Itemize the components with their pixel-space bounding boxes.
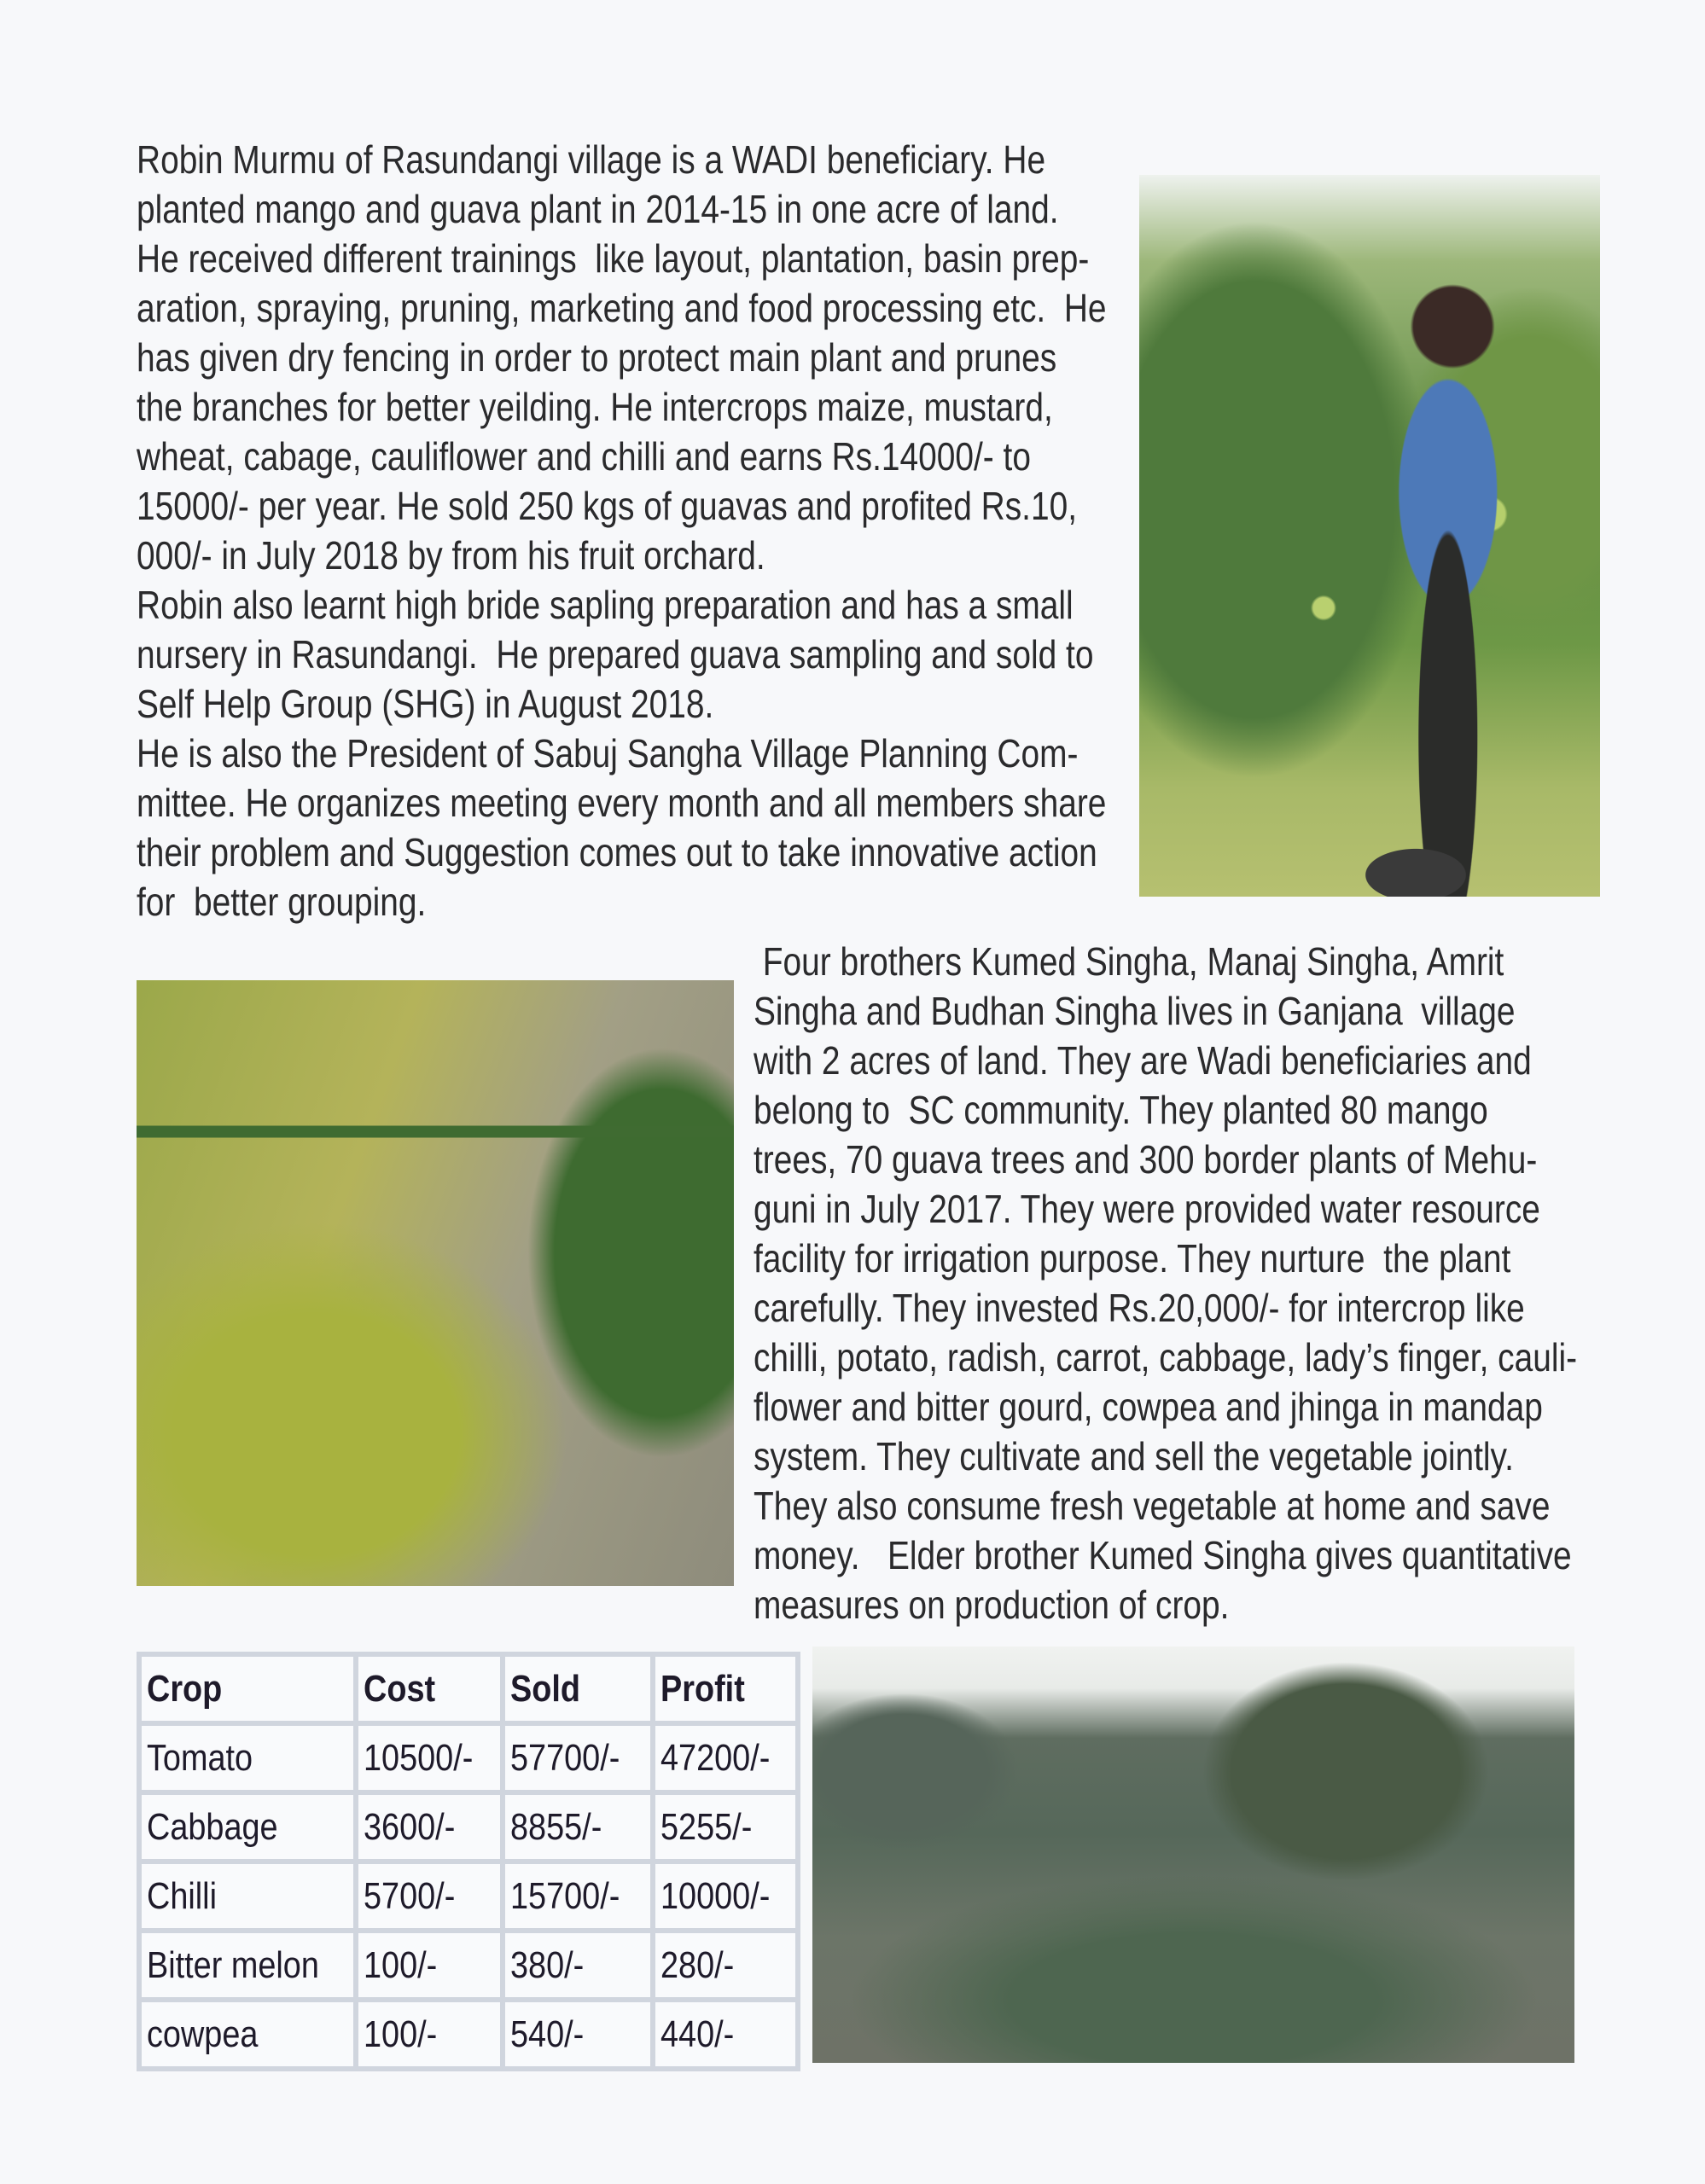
story-robin-line: 000/- in July 2018 by from his fruit orchard. [137,533,765,578]
story-brothers-line: facility for irrigation purpose. They nurture the plant [754,1236,1511,1281]
cell-crop-value: cowpea [147,2013,259,2055]
cell-cost-value: 10500/- [364,1736,474,1779]
story-robin-line: 15000/- per year. He sold 250 kgs of guavas and profited Rs.10, [137,484,1078,528]
cell-sold-value: 15700/- [510,1874,620,1917]
table-header-row [139,1654,798,1723]
table-row [139,1792,798,1862]
table-row [139,1723,798,1792]
story-brothers-line: guni in July 2017. They were provided water resource [754,1187,1540,1231]
cell-sold-value: 8855/- [510,1805,602,1848]
cell-sold [503,1792,653,1862]
cell-profit [653,2000,798,2069]
photo-vegetable-intercrop [812,1647,1574,2063]
crop-economics-table [137,1652,800,2071]
story-brothers-line: money. Elder brother Kumed Singha gives quantitative [754,1533,1572,1577]
story-brothers-line: measures on production of crop. [754,1583,1230,1627]
story-brothers-paragraph [754,937,1607,1636]
cell-cost-value: 100/- [364,1943,438,1986]
header-sold [503,1654,653,1723]
cell-profit-value: 440/- [660,2013,735,2055]
cell-cost [356,1931,503,2000]
cell-cost [356,1862,503,1931]
cell-profit-value: 5255/- [660,1805,753,1848]
cell-sold [503,1723,653,1792]
story-robin-line: mittee. He organizes meeting every month and all members share [137,781,1107,825]
story-robin-line: Robin Murmu of Rasundangi village is a WADI beneficiary. He [137,137,1046,182]
table-row [139,1931,798,2000]
story-robin-line: wheat, cabage, cauliflower and chilli and earns Rs.14000/- to [137,434,1031,479]
cell-profit [653,1862,798,1931]
table-row [139,2000,798,2069]
story-brothers-line: Four brothers Kumed Singha, Manaj Singha, Amrit [754,939,1504,984]
cell-cost [356,2000,503,2069]
cell-crop [139,1931,356,2000]
story-brothers-line: belong to SC community. They planted 80 mango [754,1088,1488,1132]
cell-crop-value: Tomato [147,1736,253,1779]
story-brothers-line: trees, 70 guava trees and 300 border plants of Mehu- [754,1137,1538,1182]
cell-cost [356,1723,503,1792]
story-brothers-line: chilli, potato, radish, carrot, cabbage, lady’s finger, cauli- [754,1335,1578,1380]
story-brothers-line: They also consume fresh vegetable at home and save [754,1484,1551,1528]
story-robin-line: for better grouping. [137,880,427,924]
story-brothers-line: carefully. They invested Rs.20,000/- for intercrop like [754,1286,1525,1330]
story-robin-line: aration, spraying, pruning, marketing and food processing etc. He [137,286,1107,330]
cell-crop [139,2000,356,2069]
cell-profit-value: 280/- [660,1943,735,1986]
cell-sold [503,1931,653,2000]
story-robin-line: Self Help Group (SHG) in August 2018. [137,682,714,726]
cell-sold [503,2000,653,2069]
table-row [139,1862,798,1931]
cell-profit-value: 47200/- [660,1736,771,1779]
cell-crop-value: Cabbage [147,1805,278,1848]
photo-farmer-with-guavas [1139,175,1600,897]
cell-profit [653,1792,798,1862]
header-crop [139,1654,356,1723]
story-robin-paragraph [137,135,1135,928]
cell-sold [503,1862,653,1931]
story-robin-line: nursery in Rasundangi. He prepared guava sampling and sold to [137,632,1094,677]
cell-cost-value: 3600/- [364,1805,456,1848]
header-profit-label: Profit [660,1667,745,1710]
cell-crop-value: Bitter melon [147,1943,319,1986]
header-cost [356,1654,503,1723]
story-robin-line: their problem and Suggestion comes out to take innovative action [137,830,1097,874]
cell-crop [139,1792,356,1862]
cell-cost-value: 100/- [364,2013,438,2055]
story-robin-line: He is also the President of Sabuj Sangha Village Planning Com- [137,731,1079,775]
story-brothers-line: Singha and Budhan Singha lives in Ganjana village [754,989,1516,1033]
cell-sold-value: 57700/- [510,1736,620,1779]
story-robin-line: He received different trainings like layout, plantation, basin prep- [137,236,1090,281]
cell-cost [356,1792,503,1862]
cell-profit [653,1931,798,2000]
story-brothers-line: system. They cultivate and sell the vegetable jointly. [754,1434,1514,1478]
cell-crop [139,1723,356,1792]
cell-profit-value: 10000/- [660,1874,771,1917]
story-brothers-line: flower and bitter gourd, cowpea and jhinga in mandap [754,1385,1543,1429]
cell-sold-value: 540/- [510,2013,585,2055]
story-robin-line: has given dry fencing in order to protect main plant and prunes [137,335,1057,380]
cell-cost-value: 5700/- [364,1874,456,1917]
story-robin-line: Robin also learnt high bride sapling preparation and has a small [137,583,1074,627]
header-sold-label: Sold [510,1667,580,1710]
story-robin-line: the branches for better yeilding. He intercrops maize, mustard, [137,385,1053,429]
header-profit [653,1654,798,1723]
cell-crop [139,1862,356,1931]
cell-crop-value: Chilli [147,1874,218,1917]
photo-mandap-field [137,980,734,1586]
story-robin-line: planted mango and guava plant in 2014-15 in one acre of land. [137,187,1059,231]
cell-profit [653,1723,798,1792]
header-cost-label: Cost [364,1667,436,1710]
cell-sold-value: 380/- [510,1943,585,1986]
story-brothers-line: with 2 acres of land. They are Wadi beneficiaries and [754,1038,1532,1083]
header-crop-label: Crop [147,1667,223,1710]
